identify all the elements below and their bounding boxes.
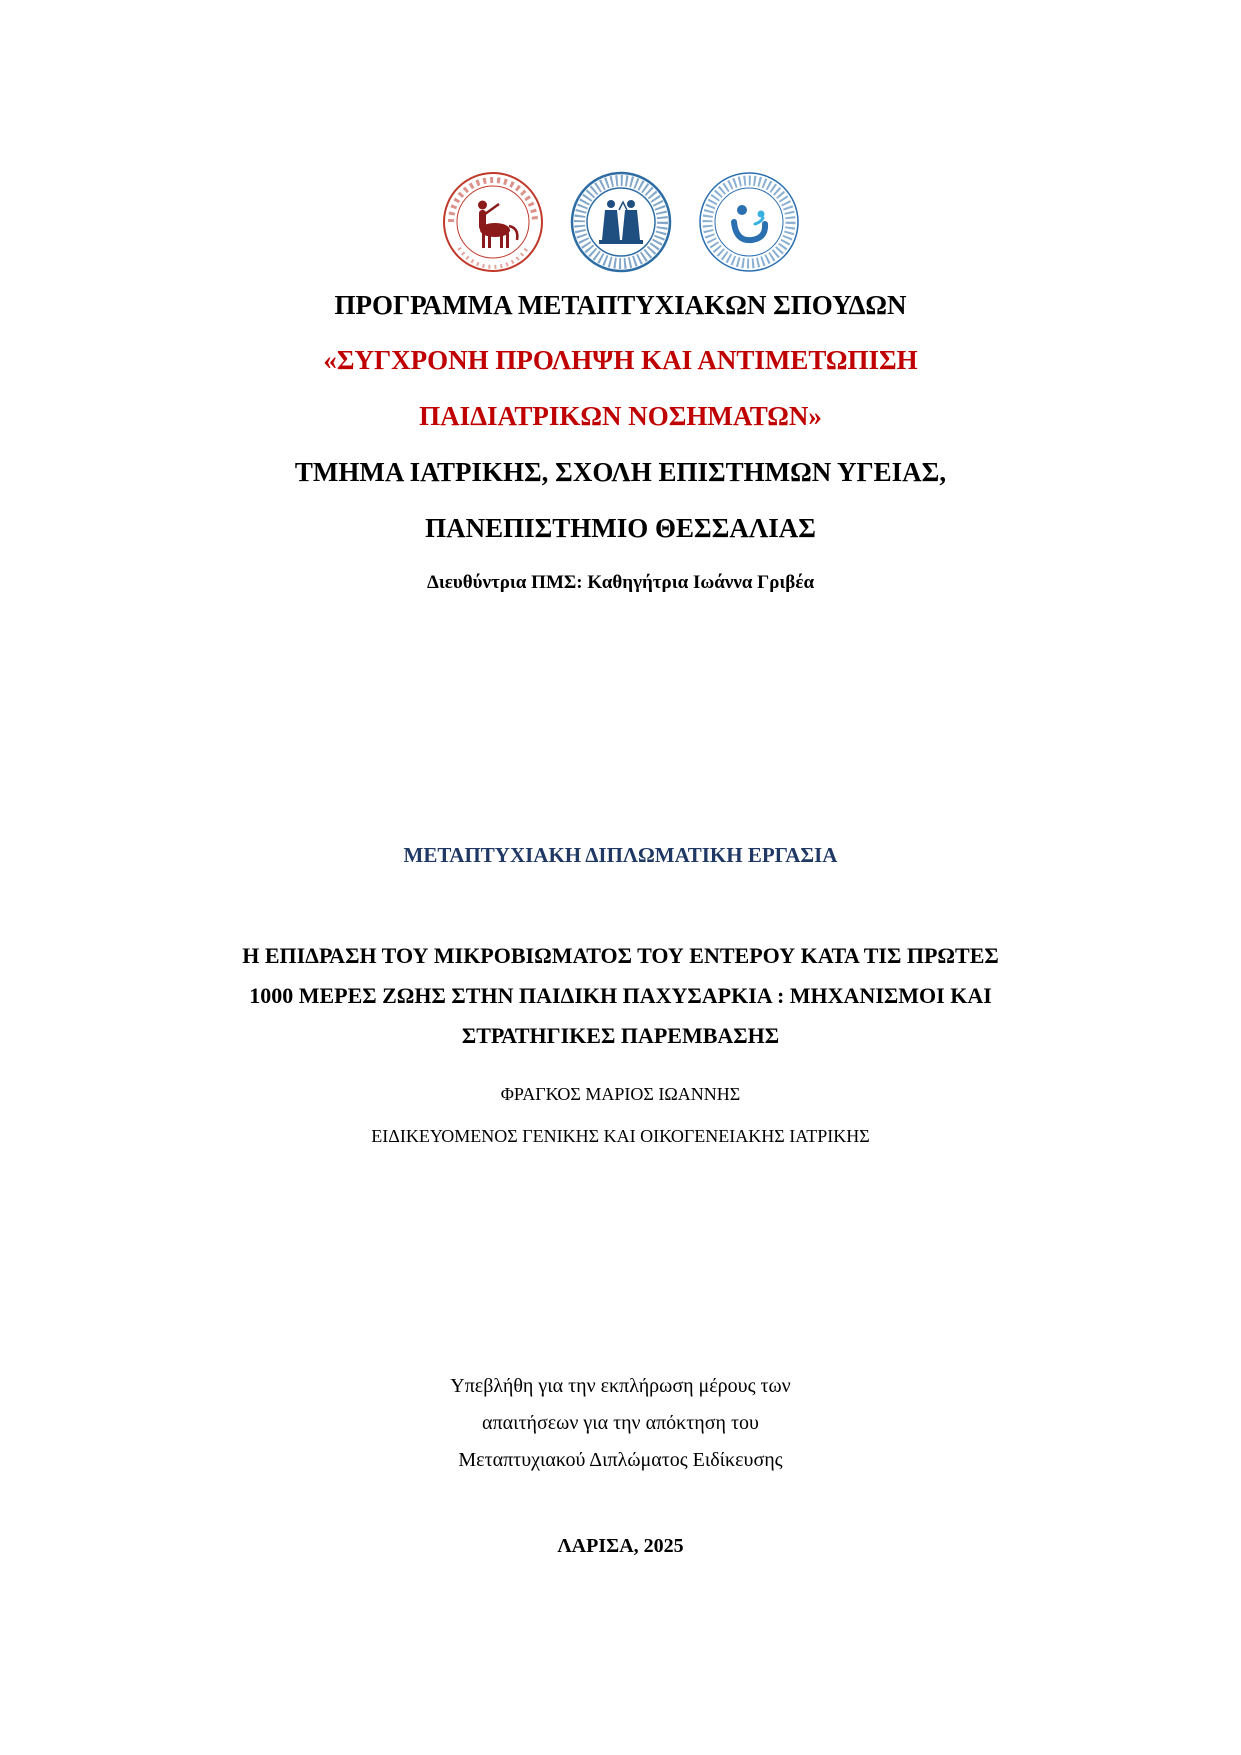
department-line-2: ΠΑΝΕΠΙΣΤΗΜΙΟ ΘΕΣΣΑΛΙΑΣ	[425, 513, 816, 543]
author-name: ΦΡΑΓΚΟΣ ΜΑΡΙΟΣ ΙΩΑΝΝΗΣ	[500, 1084, 741, 1104]
submission-line-2: απαιτήσεων για την απόκτηση του	[482, 1412, 759, 1434]
centaur-seal-icon	[441, 170, 545, 274]
pediatric-clinic-logo	[697, 170, 801, 274]
thesis-title-line-3: ΣΤΡΑΤΗΓΙΚΕΣ ΠΑΡΕΜΒΑΣΗΣ	[461, 1023, 780, 1048]
thesis-title-line-1: Η ΕΠΙΔΡΑΣΗ ΤΟΥ ΜΙΚΡΟΒΙΩΜΑΤΟΣ ΤΟΥ ΕΝΤΕΡΟΥ ΚΑΤΑ ΤΙΣ ΠΡΩΤΕΣ	[242, 943, 999, 968]
thesis-type: ΜΕΤΑΠΤΥΧΙΑΚΗ ΔΙΠΛΩΜΑΤΙΚΗ ΕΡΓΑΣΙΑ	[403, 843, 838, 867]
submission-line-3: Μεταπτυχιακού Διπλώματος Ειδίκευσης	[458, 1449, 783, 1471]
figures-seal-icon	[569, 170, 673, 274]
program-director: Διευθύντρια ΠΜΣ: Καθηγήτρια Ιωάννα Γριβέα	[426, 572, 815, 593]
logos-row	[0, 168, 1241, 276]
department-line-1: ΤΜΗΜΑ ΙΑΤΡΙΚΗΣ, ΣΧΟΛΗ ΕΠΙΣΤΗΜΩΝ ΥΓΕΙΑΣ,	[294, 457, 947, 487]
program-name-line-1: «ΣΥΓΧΡΟΝΗ ΠΡΟΛΗΨΗ ΚΑΙ ΑΝΤΙΜΕΤΩΠΙΣΗ	[323, 345, 918, 375]
place-year: ΛΑΡΙΣΑ, 2025	[557, 1535, 684, 1557]
university-of-thessaly-seal	[441, 170, 545, 274]
author-role: ΕΙΔΙΚΕΥΟΜΕΝΟΣ ΓΕΝΙΚΗΣ ΚΑΙ ΟΙΚΟΓΕΝΕΙΑΚΗΣ ΙΑΤΡΙΚΗΣ	[371, 1126, 870, 1146]
school-of-health-sciences-seal	[569, 170, 673, 274]
program-name-line-2: ΠΑΙΔΙΑΤΡΙΚΩΝ ΝΟΣΗΜΑΤΩΝ»	[419, 401, 822, 431]
thesis-title-line-2: 1000 ΜΕΡΕΣ ΖΩΗΣ ΣΤΗΝ ΠΑΙΔΙΚΗ ΠΑΧΥΣΑΡΚΙΑ : ΜΗΧΑΝΙΣΜΟΙ ΚΑΙ	[249, 983, 992, 1008]
submission-line-1: Υπεβλήθη για την εκπλήρωση μέρους των	[450, 1375, 791, 1397]
program-heading: ΠΡΟΓΡΑΜΜΑ ΜΕΤΑΠΤΥΧΙΑΚΩΝ ΣΠΟΥΔΩΝ	[334, 290, 907, 320]
child-figure-icon	[697, 170, 801, 274]
